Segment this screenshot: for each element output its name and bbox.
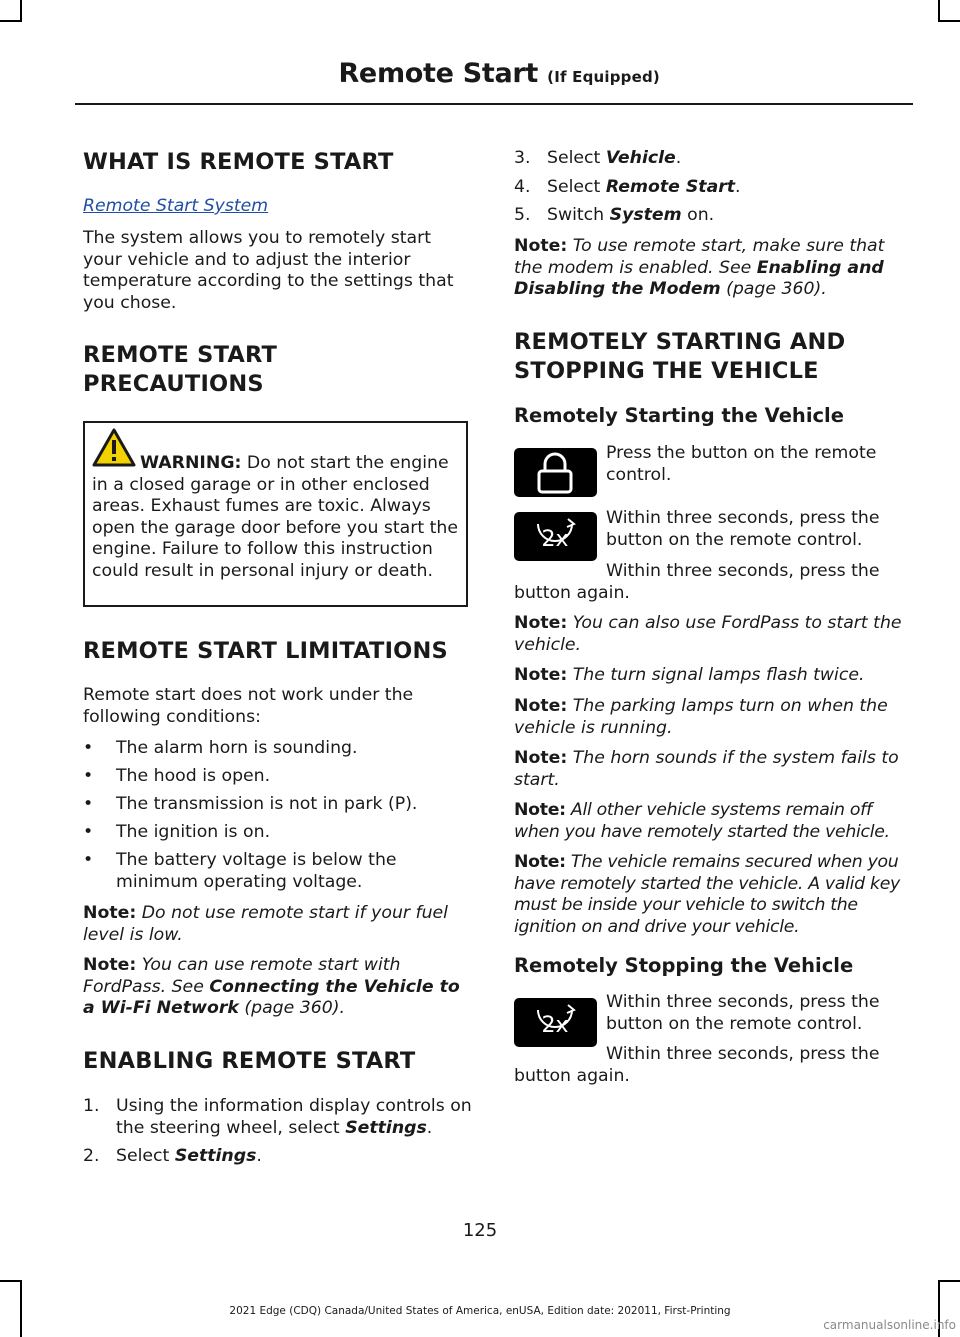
crop-mark (0, 1280, 22, 1282)
list-item-text: The hood is open. (116, 766, 271, 786)
step-4: 4. Select Remote Start. (514, 177, 741, 197)
double-press-label: 2x (541, 527, 569, 552)
note-text: The vehicle remains secured when you have remotely started the vehicle. A valid key must be inside your vehicle to switch the ignition on and drive your vehicle. (514, 852, 900, 937)
heading-starting-line2: STOPPING THE VEHICLE (514, 358, 819, 384)
note-item (514, 800, 909, 843)
step-bold: Vehicle (605, 148, 676, 168)
note-label: Note: (514, 665, 568, 685)
step-text: Switch (547, 205, 610, 225)
step-bold: Settings (174, 1146, 257, 1166)
heading-limitations: REMOTE START LIMITATIONS (83, 638, 448, 664)
heading-starting-line1: REMOTELY STARTING AND (514, 329, 846, 355)
step-1: 1. Using the information display controls on the steering wheel, select Settings. (83, 1096, 472, 1138)
step-text: Using the information display controls on the steering wheel, select (116, 1096, 472, 1138)
step-2: 2. Select Settings. (83, 1146, 262, 1166)
note-fordpass (83, 955, 475, 1020)
limitations-intro: Remote start does not work under the following conditions: (83, 685, 414, 727)
crop-mark (20, 0, 22, 22)
note-text: You can also use FordPass to start the vehicle. (514, 613, 902, 655)
intro-paragraph: The system allows you to remotely start your vehicle and to adjust the interior temperature according to the settings that you chose. (83, 228, 454, 313)
note-item (514, 696, 909, 739)
step-number: 1. (83, 1096, 100, 1116)
page-header-title (338, 58, 660, 89)
page-number: 125 (462, 1220, 498, 1241)
heading-enabling: ENABLING REMOTE START (83, 1048, 416, 1074)
stop-within-text-1: Within three seconds, press the button on the remote control. (606, 992, 880, 1034)
step-number: 4. (514, 177, 531, 197)
step-3: 3. Select Vehicle. (514, 148, 682, 168)
remote-start-system-link[interactable]: Remote Start System (83, 196, 269, 216)
note-crossref[interactable]: Connecting the Vehicle to a Wi-Fi Network (83, 976, 460, 1018)
note-text: To use remote start, make sure that the modem is enabled. See (514, 236, 885, 278)
note-label: Note: (514, 696, 568, 716)
note-crossref[interactable]: Enabling and Disabling the Modem (514, 257, 884, 299)
note-fuel (83, 903, 475, 946)
note-page-ref: (page 360). (720, 279, 827, 299)
note-page-ref: (page 360). (238, 998, 345, 1018)
note-label: Note: (514, 236, 568, 256)
note-text: All other vehicle systems remain off when you have remotely started the vehicle. (514, 800, 890, 842)
double-press-icon (514, 998, 597, 1047)
heading-precautions-line1: REMOTE START (83, 342, 278, 368)
note-label: Note: (83, 955, 137, 975)
header-title-text: Remote Start (338, 58, 539, 89)
step-text-end: on. (681, 205, 715, 225)
start-within-text-1: Within three seconds, press the button on the remote control. (606, 508, 880, 550)
heading-precautions-line2: PRECAUTIONS (83, 371, 264, 397)
step-text: Select (547, 148, 606, 168)
crop-mark (0, 20, 22, 22)
list-item-text: The battery voltage is below the minimum operating voltage. (116, 850, 397, 892)
step-number: 3. (514, 148, 531, 168)
list-item-text: The transmission is not in park (P). (116, 794, 418, 814)
header-subtitle: (If Equipped) (547, 68, 660, 86)
crop-mark (938, 1280, 960, 1282)
note-text: The horn sounds if the system fails to start. (514, 748, 899, 790)
note-modem (514, 236, 909, 301)
note-label: Note: (514, 613, 568, 633)
note-text: The parking lamps turn on when the vehicle is running. (514, 696, 888, 738)
header-rule (75, 103, 913, 105)
note-item (514, 665, 909, 687)
note-item (514, 748, 909, 791)
note-label: Note: (514, 748, 568, 768)
step-5 (514, 205, 909, 227)
note-item (514, 852, 909, 938)
edition-line: 2021 Edge (CDQ) Canada/United States of America, enUSA, Edition date: 202011, First-Printing (229, 1305, 731, 1317)
double-press-icon (514, 512, 597, 561)
step-text: Select (547, 177, 606, 197)
list-item-text: The ignition is on. (116, 822, 271, 842)
step-number: 2. (83, 1146, 100, 1166)
note-item (514, 613, 909, 656)
step-bold: System (609, 205, 682, 225)
start-within-text-2: Within three seconds, press the button again. (514, 561, 880, 603)
note-label: Note: (514, 852, 566, 872)
step-bold: Remote Start (605, 177, 736, 197)
note-label: Note: (83, 903, 137, 923)
step-text: Select (116, 1146, 175, 1166)
watermark: carmanualsonline.info (823, 1318, 956, 1332)
step-number: 5. (514, 205, 531, 225)
note-label: Note: (514, 800, 566, 820)
start-press-text: Press the button on the remote control. (606, 443, 877, 485)
warning-label: WARNING: (140, 453, 242, 473)
crop-mark (938, 0, 940, 22)
list-item-text: The alarm horn is sounding. (116, 738, 358, 758)
heading-what-is-remote-start: WHAT IS REMOTE START (83, 149, 394, 175)
warning-body: Do not start the engine in a closed garage or in other enclosed areas. Exhaust fumes are toxic. Always open the garage door before you start the engine. Failure to follow this instruction could result in personal injury or death. (92, 453, 458, 581)
note-text: You can use remote start with FordPass. See (83, 955, 401, 997)
subheading-remotely-starting: Remotely Starting the Vehicle (514, 404, 844, 427)
warning-box (83, 421, 468, 607)
lock-button-icon (514, 448, 597, 497)
double-press-label: 2x (541, 1013, 569, 1038)
remote-start-system-link-line (83, 196, 475, 218)
stop-within-text-2: Within three seconds, press the button again. (514, 1044, 880, 1086)
note-text: The turn signal lamps flash twice. (567, 665, 865, 685)
crop-mark (938, 20, 960, 22)
note-text: Do not use remote start if your fuel level is low. (83, 903, 448, 945)
subheading-remotely-stopping: Remotely Stopping the Vehicle (514, 954, 854, 977)
warning-text (92, 453, 464, 582)
step-bold: Settings (345, 1117, 427, 1138)
